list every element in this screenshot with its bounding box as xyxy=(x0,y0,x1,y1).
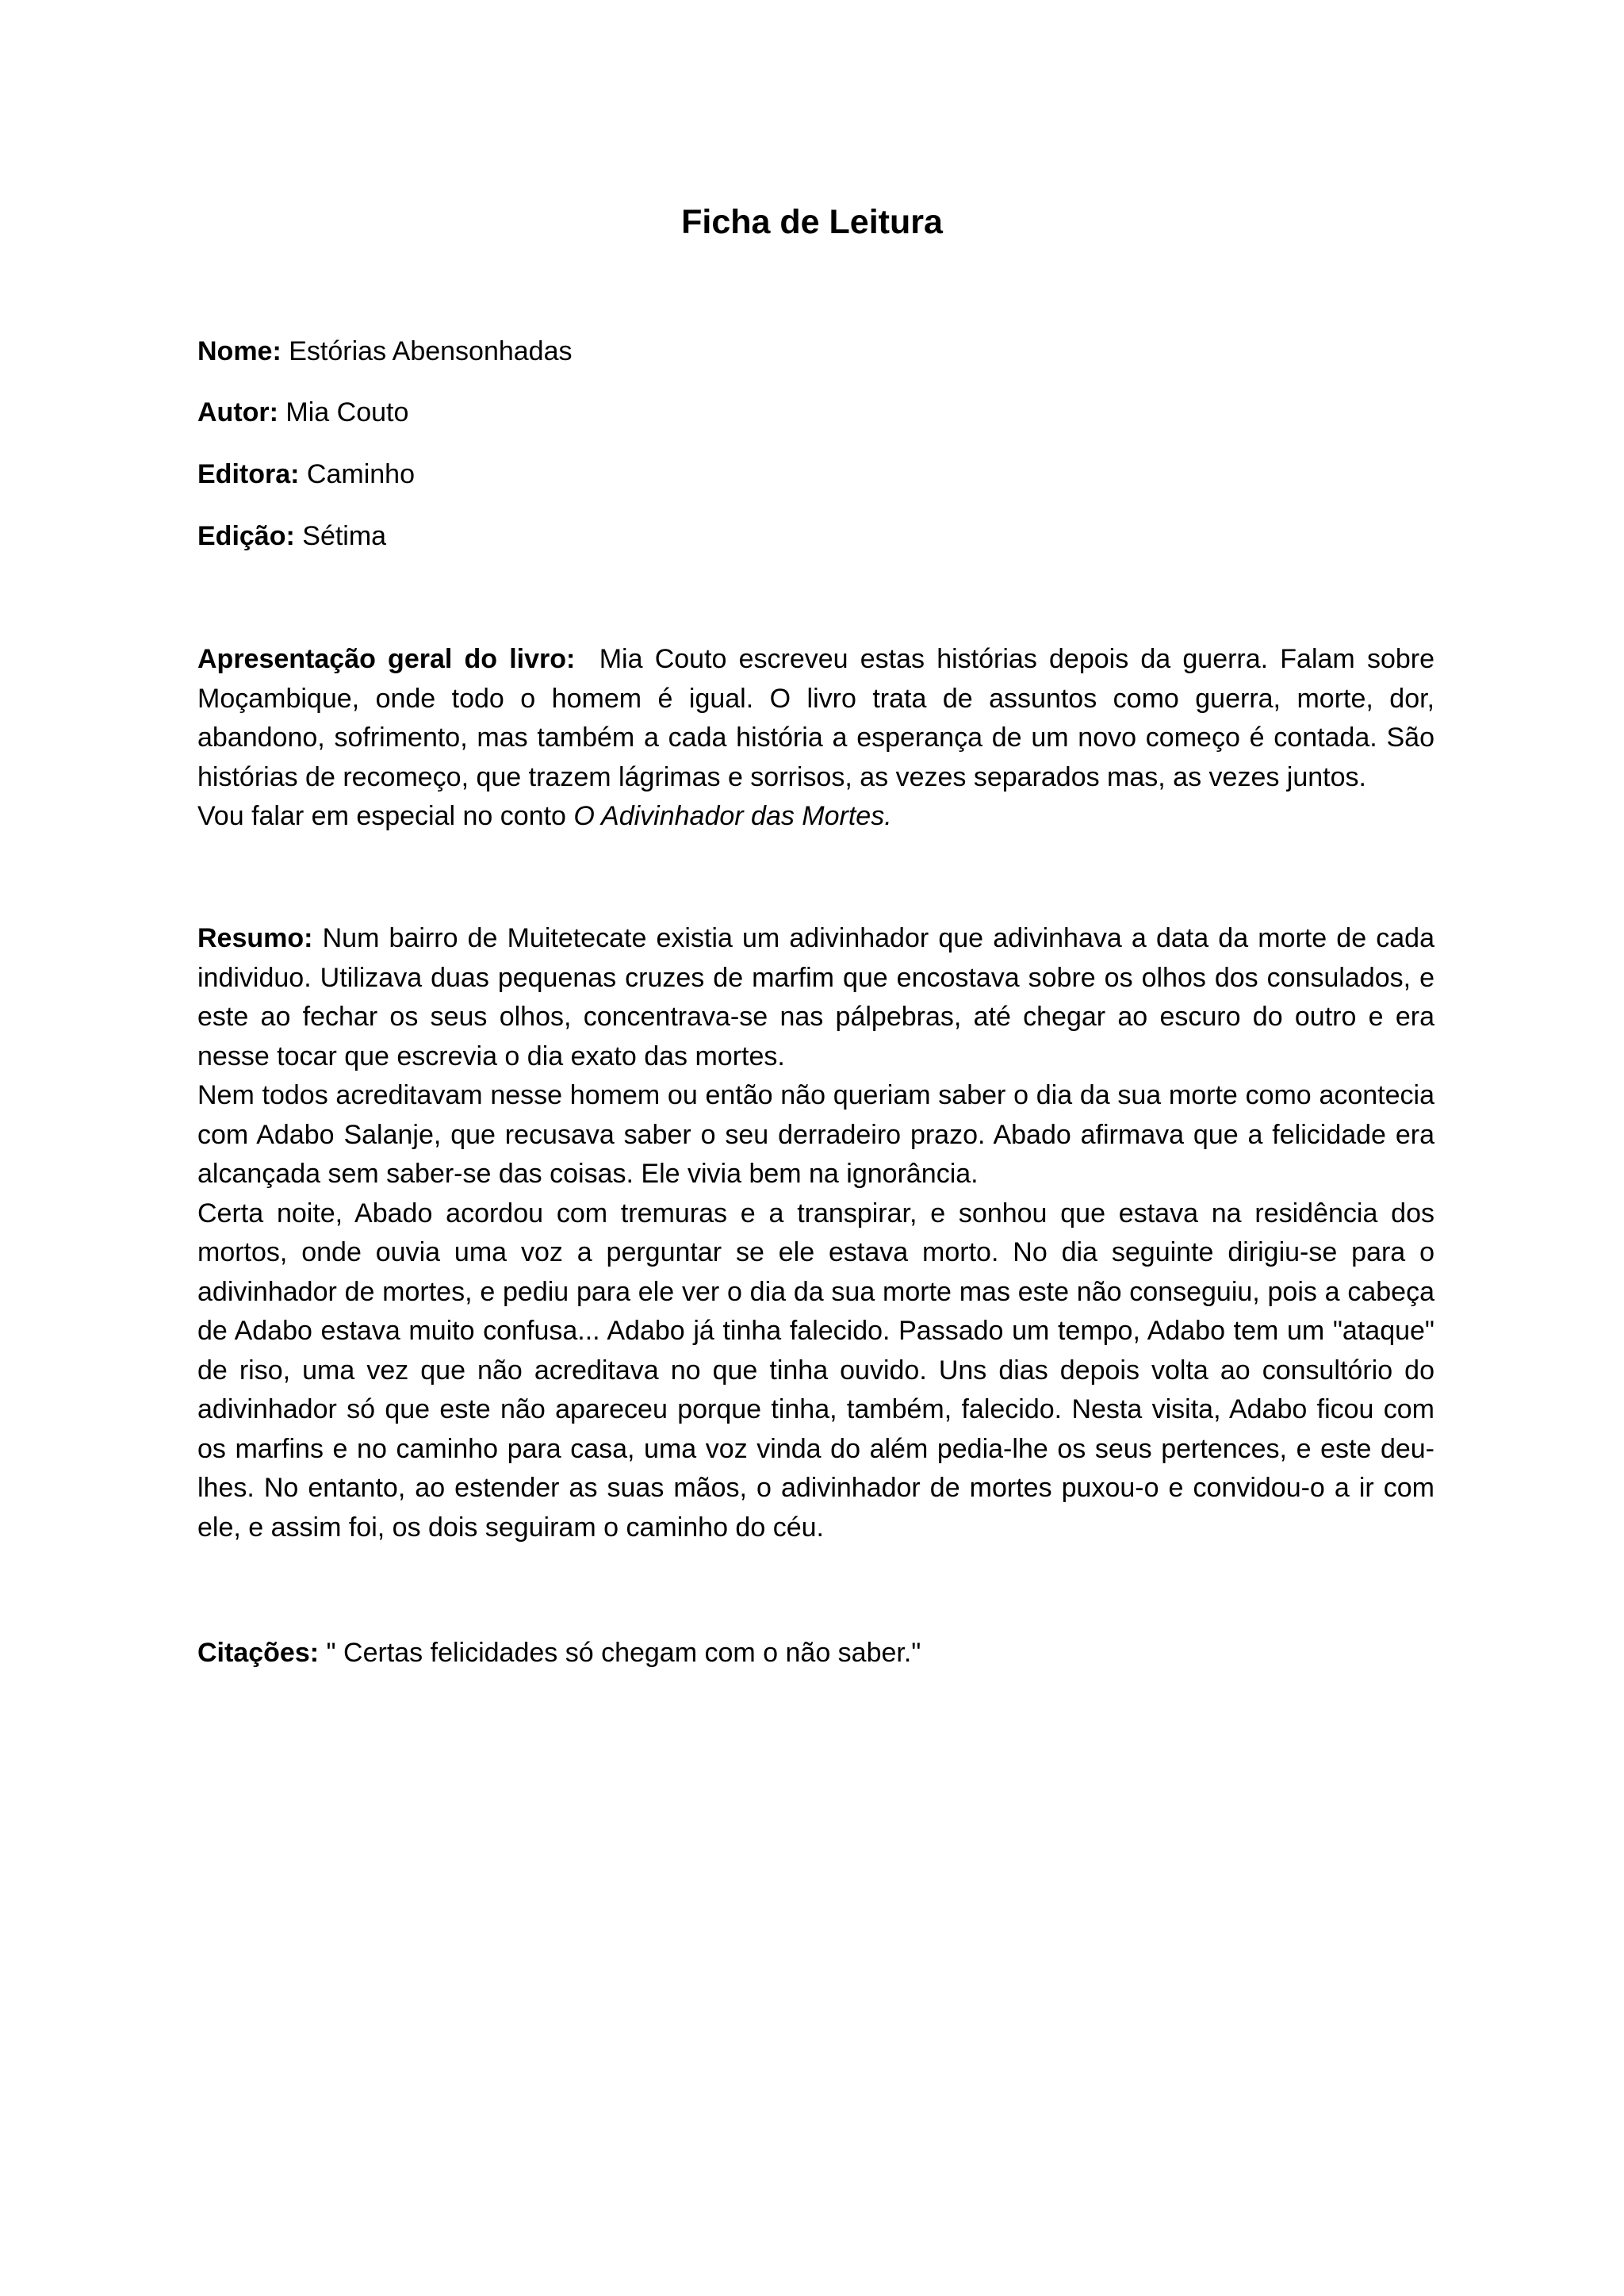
overview-section xyxy=(197,640,1434,837)
publisher-value: Caminho xyxy=(306,459,415,489)
name-label: Nome: xyxy=(197,336,282,366)
summary-section xyxy=(197,919,1434,1547)
publisher-label: Editora: xyxy=(197,459,300,489)
overview-label: Apresentação geral do livro: xyxy=(197,644,576,674)
overview-paragraph xyxy=(197,640,1434,797)
author-label: Autor: xyxy=(197,397,278,427)
story-title: O Adivinhador das Mortes. xyxy=(573,801,892,831)
document-title: Ficha de Leitura xyxy=(681,203,943,241)
overview-note xyxy=(197,797,1434,837)
summary-text-1: Num bairro de Muitetecate existia um adivinhador que adivinhava a data da morte de cada individuo. Utilizava duas pequenas cruzes de marfim que encostava sobre os olhos dos consulados, e este ao fechar os seus olhos, concentrava-se nas pálpebras, até chegar ao escuro do outro e era nesse tocar que escrevia o dia exato das mortes. xyxy=(197,923,1434,1071)
meta-name xyxy=(197,332,573,371)
summary-label: Resumo: xyxy=(197,923,313,953)
edition-value: Sétima xyxy=(302,521,387,551)
meta-publisher xyxy=(197,454,415,494)
quotes-text: " Certas felicidades só chegam com o não saber." xyxy=(326,1638,921,1668)
meta-author xyxy=(197,393,408,432)
edition-label: Edição: xyxy=(197,521,295,551)
name-value: Estórias Abensonhadas xyxy=(289,336,573,366)
summary-paragraph-3: Certa noite, Abado acordou com tremuras e a transpirar, e sonhou que estava na residência dos mortos, onde ouvia uma voz a perguntar se ele estava morto. No dia seguinte dirigiu-se para o adivinhador de mortes, e pediu para ele ver o dia da sua morte mas este não conseguiu, pois a cabeça de Adabo estava muito confusa... Adabo já tinha falecido. Passado um tempo, Adabo tem um "ataque" de riso, uma vez que não acreditava no que tinha ouvido. Uns dias depois volta ao consultório do adivinhador só que este não apareceu porque tinha, também, falecido. Nesta visita, Adabo ficou com os marfins e no caminho para casa, uma voz vinda do além pedia-lhe os seus pertences, e este deu-lhes. No entanto, ao estender as suas mãos, o adivinhador de mortes puxou-o e convidou-o a ir com ele, e assim foi, os dois seguiram o caminho do céu. xyxy=(197,1198,1434,1543)
quotes-section xyxy=(197,1634,1434,1673)
summary-paragraph-2: Nem todos acreditavam nesse homem ou então não queriam saber o dia da sua morte como acontecia com Adabo Salanje, que recusava saber o seu derradeiro prazo. Abado afirmava que a felicidade era alcançada sem saber-se das coisas. Ele vivia bem na ignorância. xyxy=(197,1080,1434,1189)
overview-note-prefix: Vou falar em especial no conto xyxy=(197,801,574,831)
quotes-label: Citações: xyxy=(197,1638,320,1668)
meta-edition xyxy=(197,516,386,556)
summary-paragraph-1 xyxy=(197,919,1434,1076)
overview-text: Mia Couto escreveu estas histórias depois da guerra. Falam sobre Moçambique, onde todo o homem é igual. O livro trata de assuntos como guerra, morte, dor, abandono, sofrimento, mas também a cada história a esperança de um novo começo é contada. São histórias de recomeço, que trazem lágrimas e sorrisos, as vezes separados mas, as vezes juntos. xyxy=(197,644,1434,792)
author-value: Mia Couto xyxy=(285,397,409,427)
